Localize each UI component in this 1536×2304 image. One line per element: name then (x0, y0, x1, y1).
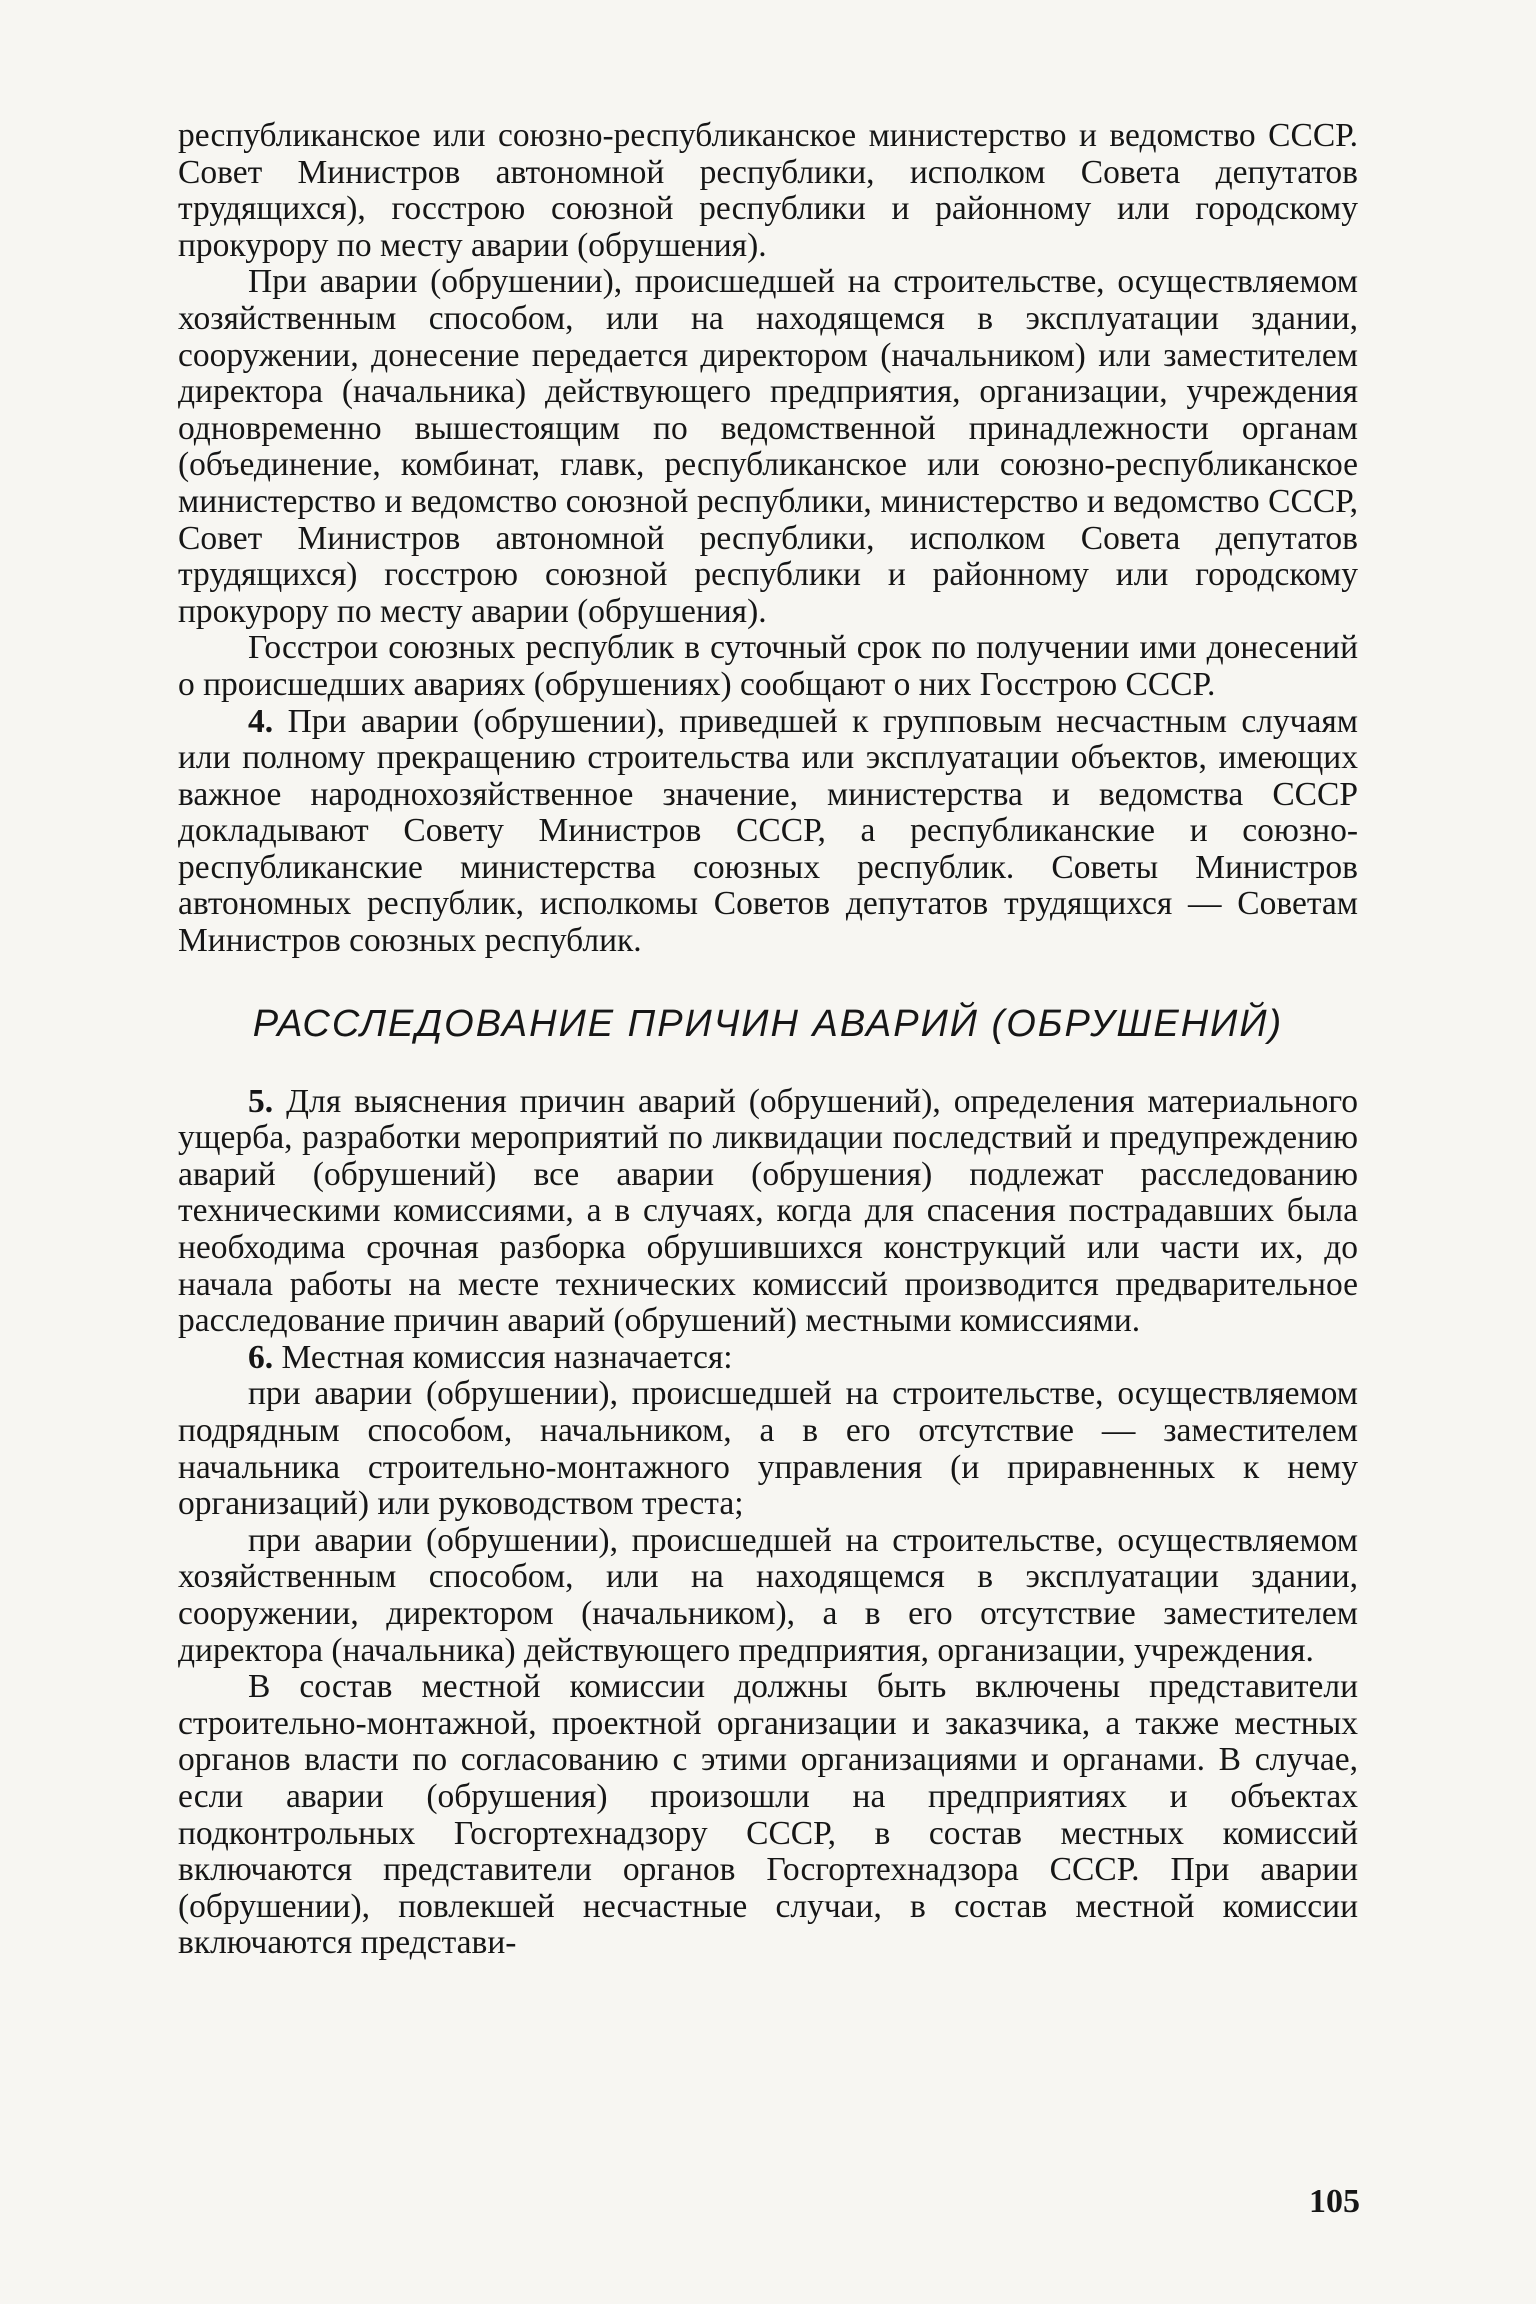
paragraph-text: Для выяснения причин аварий (обрушений), определения материального ущерба, разработки мероприятий по ликвидации последствий и предупреждению аварий (обрушений) все аварии (обрушения) подлежат расследованию техническими комиссиями, а в случаях, когда для спасения пострадавших была необходима срочная разборка обрушившихся конструкций или части их, до начала работы на месте технических комиссий производится предварительное расследование причин аварий (обрушений) местными комиссиями. (178, 1082, 1358, 1340)
page-number: 105 (1309, 2183, 1360, 2220)
paragraph (178, 630, 1358, 703)
paragraph (178, 264, 1358, 630)
paragraph-text: при аварии (обрушении), происшедшей на строительстве, осуществляемом подрядным способом, начальником, а в его отсутствие — заместителем начальника строительно-монтажного управления (и приравненных к нему организаций) или руководством треста; (178, 1375, 1358, 1523)
paragraph (178, 1523, 1358, 1669)
document-page (178, 118, 1358, 1962)
top-paragraphs (178, 118, 1358, 960)
paragraph-number: 5. (248, 1082, 274, 1120)
section-heading: РАССЛЕДОВАНИЕ ПРИЧИН АВАРИЙ (ОБРУШЕНИЙ) (252, 1002, 1284, 1045)
bottom-paragraphs (178, 1084, 1358, 1962)
numbered-paragraph (178, 1340, 1358, 1377)
paragraph-number: 6. (248, 1338, 274, 1376)
paragraph (178, 118, 1358, 264)
paragraph-text: В состав местной комиссии должны быть включены представители строительно-монтажной, проектной организации и заказчика, а также местных органов власти по согласованию с этими организациями и органами. В случае, если аварии (обрушения) произошли на предприятиях и объектах подконтрольных Госгортехнадзору СССР, в состав местных комиссий включаются представители органов Госгортехнадзора СССР. При аварии (обрушении), повлекшей несчастные случаи, в состав местной комиссии включаются представи- (178, 1668, 1358, 1962)
paragraph-text: При аварии (обрушении), происшедшей на строительстве, осуществляемом хозяйственным способом, или на находящемся в эксплуатации здании, сооружении, донесение передается директором (начальником) или заместителем директора (начальника) действующего предприятия, организации, учреждения одновременно вышестоящим по ведомственной принадлежности органам (объединение, комбинат, главк, республиканское или союзно-республиканское министерство и ведомство союзной республики, министерство и ведомство СССР, Совет Министров автономной республики, исполком Совета депутатов трудящихся) госстрою союзной республики и районному или городскому прокурору по месту аварии (обрушения). (178, 263, 1358, 630)
paragraph (178, 1376, 1358, 1522)
paragraph-text: при аварии (обрушении), происшедшей на строительстве, осуществляемом хозяйственным способом, или на находящемся в эксплуатации здании, сооружении, директором (начальником), а в его отсутствие заместителем директора (начальника) действующего предприятия, организации, учреждения. (178, 1521, 1358, 1669)
paragraph-text: При аварии (обрушении), приведшей к групповым несчастным случаям или полному прекращению строительства или эксплуатации объектов, имеющих важное народнохозяйственное значение, министерства и ведомства СССР докладывают Совету Министров СССР, а республиканские и союзно-республиканские министерства союзных республик. Советы Министров автономных республик, исполкомы Советов депутатов трудящихся — Советам Министров союзных республик. (178, 702, 1358, 960)
paragraph-text: Госстрои союзных республик в суточный срок по получении ими донесений о происшедших авариях (обрушениях) сообщают о них Госстрою СССР. (178, 629, 1358, 703)
numbered-paragraph (178, 704, 1358, 960)
paragraph-number: 4. (248, 702, 274, 740)
paragraph (178, 1669, 1358, 1962)
numbered-paragraph (178, 1084, 1358, 1340)
paragraph-text: Местная комиссия назначается: (281, 1338, 733, 1376)
paragraph-text: республиканское или союзно-республиканское министерство и ведомство СССР. Совет Министров автономной республики, исполком Совета депутатов трудящихся), госстрою союзной республики и районному или городскому прокурору по месту аварии (обрушения). (178, 117, 1358, 264)
